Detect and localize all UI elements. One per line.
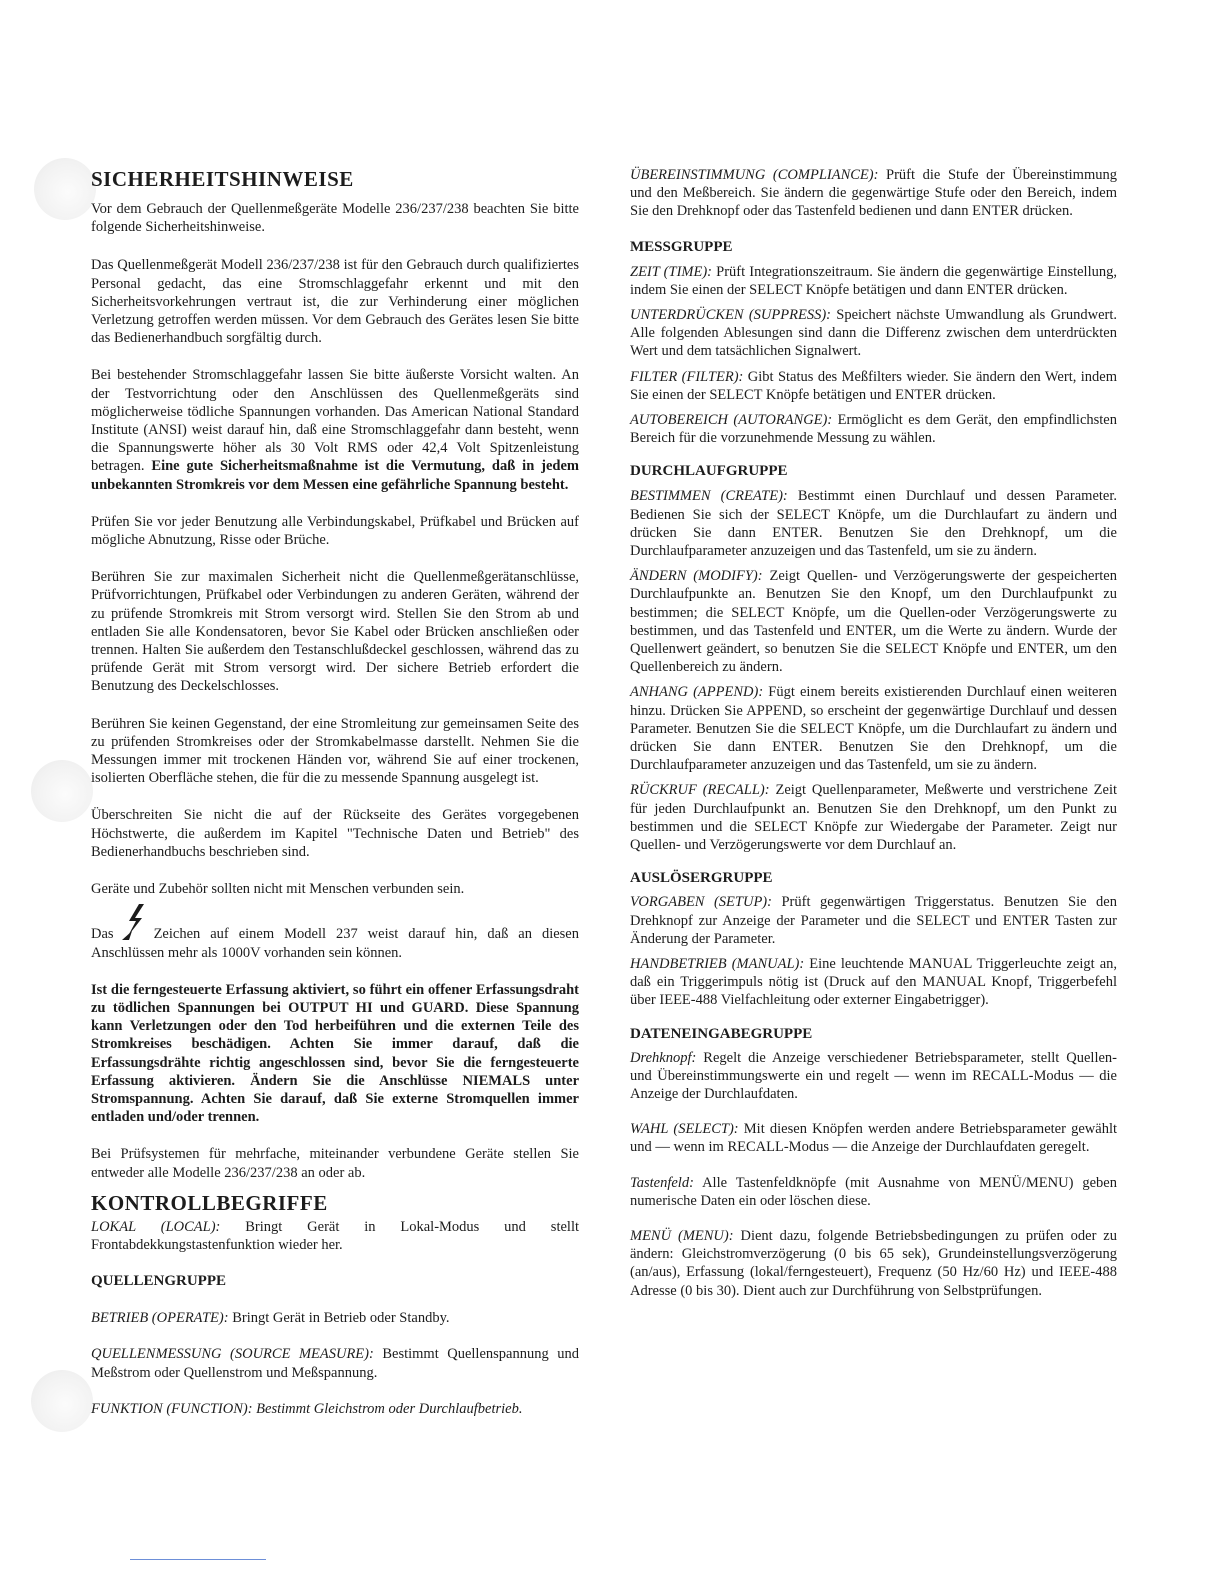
sweep-group-heading: DURCHLAUFGRUPPE	[630, 463, 788, 480]
term-keypad-label: Tastenfeld:	[630, 1174, 694, 1191]
term-local	[91, 1218, 579, 1254]
term-suppress-text: Speichert nächste Umwandlung als Grundwert. Alle folgenden Ablesungen sind dann die Differenz zwischen dem unterdrückten Wert und dem tatsächlichen Signalwert.	[630, 307, 1118, 360]
term-manual	[630, 955, 1117, 1010]
term-setup	[630, 893, 1117, 948]
term-append-label: ANHANG (APPEND):	[630, 684, 764, 701]
term-create-text: Bestimmt einen Durchlauf und dessen Parameter. Bedienen Sie sich der SELECT Knöpfe, um die Durchlaufart zu ändern und drücken Sie dann ENTER. Benutzen Sie den Drehknopf, um die Durchlaufparameter anzuzeigen und das Tastenfeld, um sie zu ändern.	[630, 488, 1117, 560]
term-recall-text: Zeigt Quellenparameter, Meßwerte und verstrichene Zeit für jeden Durchlaufpunkt an. Benutzen Sie den Drehknopf, um den Punkt zu bestimmen und die SELECT Knöpfe zur Wiedergabe der Parameter. Zeigt nur Quellen- und Verzögerungswerte vor dem Durchlauf an.	[630, 782, 1118, 854]
term-menu	[630, 1227, 1117, 1300]
source-group-heading: QUELLENGRUPPE	[91, 1273, 227, 1290]
term-operate	[91, 1309, 579, 1327]
term-operate-text: Bringt Gerät in Betrieb oder Standby.	[228, 1310, 450, 1327]
term-setup-text: Prüft gegenwärtigen Triggerstatus. Benutzen Sie den Drehknopf zur Anzeige der Parameter und die SELECT und ENTER Tasten zur Änderung der Parameter.	[630, 894, 1117, 947]
term-filter-text: Gibt Status des Meßfilters wieder. Sie ändern den Wert, indem Sie einen der SELECT Knöpfe betätigen und ENTER drücken.	[630, 368, 1117, 403]
punch-hole-bottom	[31, 1370, 93, 1432]
term-function	[91, 1400, 579, 1418]
safety-cables: Prüfen Sie vor jeder Benutzung alle Verbindungskabel, Prüfkabel und Brücken auf mögliche Abnutzung, Risse oder Brüche.	[91, 513, 579, 549]
trigger-group-heading: AUSLÖSERGRUPPE	[630, 870, 773, 887]
term-autorange-text: Ermöglicht es dem Gerät, den empfindlichsten Bereich für die vorzunehmende Messung zu wählen.	[630, 412, 1117, 447]
safety-systems: Bei Prüfsystemen für mehrfache, miteinander verbundene Geräte stellen Sie entweder alle Modelle 236/237/238 an oder ab.	[91, 1146, 579, 1181]
term-compliance-text: Prüft die Stufe der Übereinstimmung und den Meßbereich. Sie ändern die gegenwärtige Stufe oder den Bereich, indem Sie den Drehknopf oder das Tastenfeld bedienen und dann ENTER drücken.	[630, 167, 1117, 220]
safety-personnel: Das Quellenmeßgerät Modell 236/237/238 ist für den Gebrauch durch qualifiziertes Personal gedacht, das eine Stromschlaggefahr erkennt und mit den Sicherheitsvorkehrungen vertraut ist, die zur Verhinderung einer möglichen Verletzung getroffen werden müssen. Vor dem Gebrauch des Gerätes lesen Sie bitte das Bedienerhandbuch sorgfältig durch.	[91, 257, 579, 347]
safety-connections: Berühren Sie zur maximalen Sicherheit nicht die Quellenmeßgerätanschlüsse, Prüfvorrichtungen, Prüfkabel oder Verbindungen zu anderen Geräten, während der zu prüfende Stromkreis mit Strom versorgt wird. Stellen Sie den Strom ab und entladen Sie alle Kondensatoren, bevor Sie Kabel oder Brücken anschließen oder trennen. Halten Sie außerdem den Testanschlußdeckel geschlossen, während das zu prüfende Gerät mit Strom versorgt wird. Der sichere Betrieb erfordert die Benutzung des Deckelschlosses.	[91, 569, 579, 695]
term-append-text: Fügt einem bereits existierenden Durchlauf einen weiteren hinzu. Drücken Sie APPEND, so erscheint der gegenwärtige Durchlauf und dessen Parameter. Benutzen Sie die SELECT Knöpfe, um die Durchlaufart zu ändern und drücken Sie dann ENTER. Benutzen Sie den Drehknopf, um die Durchlaufparameter anzuzeigen und das Tastenfeld, um sie zu ändern.	[630, 684, 1117, 774]
term-suppress	[630, 306, 1117, 361]
term-operate-label: BETRIEB (OPERATE):	[91, 1310, 229, 1327]
term-source-measure-text: Bestimmt Quellenspannung und Meßstrom oder Quellenstrom und Meßspannung.	[91, 1346, 579, 1381]
term-knob-text: Regelt die Anzeige verschiedener Betriebsparameter, stellt Quellen- und Übereinstimmungswerte ein und regelt — wenn im RECALL-Modus — die Anzeige der Durchlaufdaten.	[630, 1049, 1117, 1102]
term-create-label: BESTIMMEN (CREATE):	[630, 488, 788, 505]
data-entry-group-heading: DATENEINGABEGRUPPE	[630, 1025, 813, 1042]
safety-symbol	[91, 904, 579, 961]
term-keypad-text: Alle Tastenfeldknöpfe (mit Ausnahme von MENÜ/MENU) geben numerische Daten ein oder löschen diese.	[630, 1174, 1117, 1209]
term-autorange	[630, 411, 1117, 447]
symbol-text-a: Das	[91, 926, 114, 943]
term-menu-label: MENÜ (MENU):	[630, 1227, 734, 1244]
term-manual-text: Eine leuchtende MANUAL Triggerleuchte zeigt an, daß ein Triggerimpuls nötig ist (Druck auf den MANUAL Knopf, Triggerbefehl über IEEE-488 Vielfachleitung oder externer Eingabetrigger).	[630, 955, 1117, 1009]
term-keypad	[630, 1174, 1117, 1210]
term-compliance	[630, 166, 1117, 221]
term-append	[630, 683, 1117, 774]
punch-hole-middle	[31, 760, 93, 822]
shock-text: Bei bestehender Stromschlaggefahr lassen Sie bitte äußerste Vorsicht walten. An der Testvorrichtung oder den Anschlüssen des Quellenmeßgeräts sind möglicherweise tödliche Spannungen vorhanden. Das American National Standard Institute (ANSI) weist darauf hin, daß eine Stromschlaggefahr dann besteht, wenn die Spannungswerte höher als 30 Volt RMS oder 42,4 Volt Spitzenleistung betragen.	[91, 367, 579, 475]
term-autorange-label: AUTOBEREICH (AUTORANGE):	[630, 412, 833, 429]
left-column	[91, 166, 579, 1418]
footer-line	[130, 1559, 266, 1560]
shock-warning-bold: Eine gute Sicherheitsmaßnahme ist die Vermutung, daß in jedem unbekannten Stromkreis vor dem Messen eine gefährliche Spannung besteht.	[91, 458, 579, 493]
punch-hole-top	[34, 158, 96, 220]
term-select-text: Mit diesen Knöpfen werden andere Betriebsparameter gewählt und — wenn im RECALL-Modus — die Anzeige der Durchlaufdaten geregelt.	[630, 1121, 1118, 1156]
measure-group-heading: MESSGRUPPE	[630, 238, 733, 255]
safety-remote-sense: Ist die ferngesteuerte Erfassung aktiviert, so führt ein offener Erfassungsdraht zu tödlichen Spannungen bei OUTPUT HI und GUARD. Diese Spannung kann Verletzungen oder den Tod herbeiführen und die externen Teile des Stromkreises beschädigen. Achten Sie immer darauf, daß die Erfassungsdrähte richtig angeschlossen sind, bevor Sie die ferngesteuerte Erfassung aktivieren. Ändern Sie die Anschlüsse NIEMALS unter Stromspannung. Achten Sie darauf, daß Sie externe Stromquellen immer entladen und/oder trennen.	[91, 981, 579, 1126]
term-recall-label: RÜCKRUF (RECALL):	[630, 782, 770, 799]
safety-title: SICHERHEITSHINWEISE	[91, 167, 354, 191]
term-modify-text: Zeigt Quellen- und Verzögerungswerte der gespeicherten Durchlaufpunkte an. Benutzen Sie den Knopf, um den Durchlaufpunkt zu bestimmen; die SELECT Knöpfe, um die Quellen-oder Verzögerungswerte zu bestimmen, und das Tastenfeld und ENTER, um die Werte zu ändern. Wurde der Quellenwert geändert, so benutzen Sie die SELECT Knöpfe und ENTER, um den Quellenbereich zu ändern.	[630, 568, 1117, 676]
term-function-text: Bestimmt Gleichstrom oder Durchlaufbetrieb.	[252, 1400, 523, 1417]
term-filter	[630, 368, 1117, 404]
right-column	[630, 166, 1117, 1300]
term-modify-label: ÄNDERN (MODIFY):	[630, 568, 763, 585]
control-terms-title: KONTROLLBEGRIFFE	[91, 1190, 328, 1215]
term-time-label: ZEIT (TIME):	[630, 263, 712, 280]
term-time-text: Prüft Integrationszeitraum. Sie ändern die gegenwärtige Einstellung, indem Sie einen der SELECT Knöpfe betätigen und dann ENTER drücken.	[630, 263, 1117, 298]
safety-ground: Berühren Sie keinen Gegenstand, der eine Stromleitung zur gemeinsamen Seite des zu prüfenden Stromkreises oder der Stromkabelmasse darstellt. Nehmen Sie die Messungen immer mit trockenen Händen vor, während Sie auf einer trockenen, isolierten Oberfläche stehen, die für die zu messende Spannung ausgelegt ist.	[91, 715, 579, 787]
term-compliance-label: ÜBEREINSTIMMUNG (COMPLIANCE):	[630, 167, 879, 183]
term-manual-label: HANDBETRIEB (MANUAL):	[630, 955, 805, 972]
symbol-text-b: Zeichen auf einem Modell 237 weist darauf hin, daß an diesen Anschlüssen mehr als 1000V vorhanden sein können.	[91, 926, 579, 961]
term-suppress-label: UNTERDRÜCKEN (SUPPRESS):	[630, 307, 831, 324]
term-source-measure-label: QUELLENMESSUNG (SOURCE MEASURE):	[91, 1346, 374, 1363]
safety-intro: Vor dem Gebrauch der Quellenmeßgeräte Modelle 236/237/238 beachten Sie bitte folgende Sicherheitshinweise.	[91, 201, 579, 236]
term-create	[630, 487, 1117, 560]
term-modify	[630, 567, 1117, 676]
term-select	[630, 1120, 1117, 1156]
term-select-label: WAHL (SELECT):	[630, 1121, 739, 1138]
term-setup-label: VORGABEN (SETUP):	[630, 894, 772, 911]
term-function-label: FUNKTION (FUNCTION):	[91, 1400, 253, 1417]
term-local-label: LOKAL (LOCAL):	[91, 1218, 221, 1235]
safety-maxima: Überschreiten Sie nicht die auf der Rückseite des Gerätes vorgegebenen Höchstwerte, die außerdem im Kapitel "Technische Daten und Betrieb" des Bedienerhandbuchs beschrieben sind.	[91, 807, 579, 860]
term-time	[630, 263, 1117, 299]
term-knob-label: Drehknopf:	[630, 1049, 697, 1066]
term-menu-text: Dient dazu, folgende Betriebsbedingungen zu prüfen oder zu ändern: Gleichstromverzögerung (0 bis 65 sek), Grundeinstellungsverzögerung (an/aus), Erfassung (lokal/ferngesteuert), Frequenz (50 Hz/60 Hz) und IEEE-488 Adresse (0 bis 30). Dient auch zur Durchführung von Selbstprüfungen.	[630, 1227, 1117, 1299]
safety-humans: Geräte und Zubehör sollten nicht mit Menschen verbunden sein.	[91, 881, 465, 898]
term-local-text: Bringt Gerät in Lokal-Modus und stellt Frontabdekkungstastenfunktion wieder her.	[91, 1218, 579, 1253]
term-recall	[630, 781, 1117, 854]
term-source-measure	[91, 1345, 579, 1381]
safety-shock	[91, 366, 579, 493]
high-voltage-icon	[120, 904, 148, 940]
term-knob	[630, 1049, 1117, 1104]
term-filter-label: FILTER (FILTER):	[630, 368, 744, 385]
